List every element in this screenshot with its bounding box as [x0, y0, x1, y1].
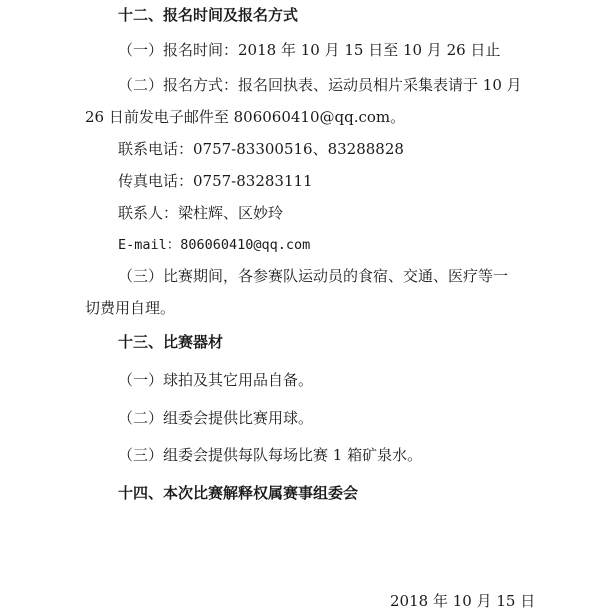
registration-method-line-1: （二）报名方式：报名回执表、运动员相片采集表请于 10 月: [118, 76, 522, 94]
equipment-item-1: （一）球拍及其它用品自备。: [118, 371, 314, 389]
equipment-item-2: （二）组委会提供比赛用球。: [118, 409, 314, 427]
equipment-item-3: （三）组委会提供每队每场比赛 1 箱矿泉水。: [118, 446, 423, 464]
competition-expenses-line-1: （三）比赛期间，各参赛队运动员的食宿、交通、医疗等一: [118, 267, 509, 285]
contact-persons: 联系人：梁柱辉、区妙玲: [118, 204, 284, 222]
section-12-heading: 十二、报名时间及报名方式: [118, 6, 299, 24]
document-date: 2018 年 10 月 15 日: [390, 592, 536, 610]
section-14-heading: 十四、本次比赛解释权属赛事组委会: [118, 484, 359, 502]
registration-method-line-2: 26 日前发电子邮件至 806060410@qq.com。: [85, 108, 406, 126]
registration-time: （一）报名时间：2018 年 10 月 15 日至 10 月 26 日止: [118, 41, 501, 59]
contact-email: E-mail：806060410@qq.com: [118, 237, 311, 253]
section-13-heading: 十三、比赛器材: [118, 333, 224, 351]
competition-expenses-line-2: 切费用自理。: [85, 299, 176, 317]
fax-number: 传真电话：0757-83283111: [118, 172, 313, 190]
contact-phone: 联系电话：0757-83300516、83288828: [118, 140, 404, 158]
